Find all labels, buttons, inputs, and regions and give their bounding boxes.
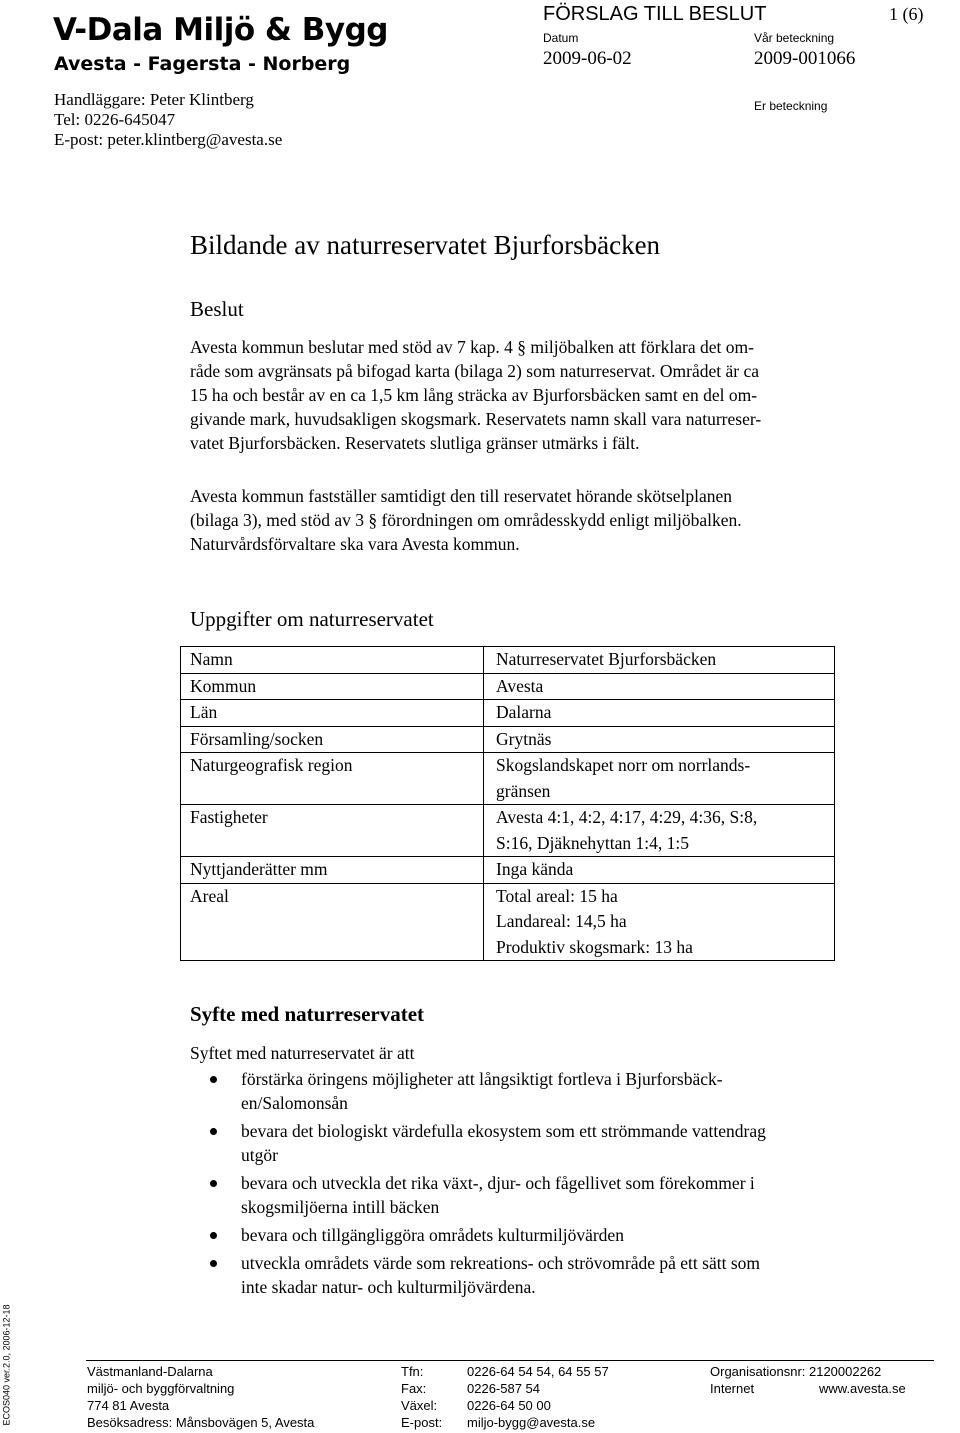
row-label: Kommun — [181, 673, 484, 700]
text-line: Avesta kommun fastställer samtidigt den till reservatet hörande skötselplanen — [190, 486, 733, 506]
row-value — [484, 883, 835, 961]
footer-email[interactable]: miljo-bygg@avesta.se — [467, 1415, 596, 1430]
handler-name: Handläggare: Peter Klintberg — [54, 90, 254, 109]
row-label: Namn — [181, 647, 484, 674]
row-label: Naturgeografisk region — [181, 753, 484, 805]
org-logo-title: V-Dala Miljö & Bygg — [53, 12, 388, 48]
bullet-icon — [210, 1076, 217, 1083]
value-line: Avesta 4:1, 4:2, 4:17, 4:29, 4:36, S:8, — [496, 807, 758, 827]
bullet-icon — [210, 1180, 217, 1187]
footer-orgnr: Organisationsnr: 2120002262 — [710, 1364, 882, 1379]
our-reference-label: Vår beteckning — [754, 31, 835, 45]
purpose-heading: Syfte med naturreservatet — [190, 1002, 425, 1026]
item-line: utgör — [241, 1145, 278, 1165]
list-item — [190, 1251, 766, 1299]
item-line: skogsmiljöerna intill bäcken — [241, 1197, 440, 1217]
value-line: S:16, Djäknehyttan 1:4, 1:5 — [496, 832, 689, 853]
footer-contact-labels — [401, 1363, 442, 1431]
purpose-intro: Syftet med naturreservatet är att — [190, 1043, 415, 1063]
value-line: Avesta — [496, 675, 544, 696]
footer-line: 0226-587 54 — [467, 1381, 541, 1396]
row-value — [484, 857, 835, 884]
list-item — [190, 1067, 766, 1115]
version-stamp: ECOS040 ver.2.0, 2006-12-18 — [1, 1304, 12, 1426]
decision-paragraph-2 — [190, 484, 910, 556]
table-row — [181, 805, 835, 857]
value-line: Landareal: 14,5 ha — [496, 911, 627, 931]
footer-line: miljö- och byggförvaltning — [87, 1381, 235, 1396]
footer-divider — [86, 1360, 934, 1361]
value-line: Naturreservatet Bjurforsbäcken — [496, 649, 717, 669]
row-label: Areal — [181, 883, 484, 961]
footer-line: Fax: — [401, 1381, 427, 1396]
document-type: FÖRSLAG TILL BESLUT — [543, 3, 767, 25]
our-reference-value: 2009-001066 — [754, 48, 856, 69]
row-value — [484, 753, 835, 805]
decision-heading: Beslut — [190, 297, 244, 321]
footer-line: Växel: — [401, 1398, 438, 1413]
table-row — [181, 700, 835, 727]
row-value — [484, 673, 835, 700]
text-line: 15 ha och består av en ca 1,5 km lång sträcka av Bjurforsbäcken samt en del om- — [190, 385, 758, 405]
value-line: gränsen — [496, 780, 551, 801]
handler-email[interactable]: E-post: peter.klintberg@avesta.se — [54, 130, 283, 149]
footer-line: Besöksadress: Månsbovägen 5, Avesta — [87, 1415, 315, 1430]
footer-line: Tfn: — [401, 1364, 424, 1379]
reserve-info-table — [180, 646, 835, 961]
date-value: 2009-06-02 — [543, 48, 632, 69]
text-line: vatet Bjurforsbäcken. Reservatets slutliga gränser utmärks i fält. — [190, 433, 640, 453]
bullet-icon — [210, 1232, 217, 1239]
text-line: råde som avgränsats på bifogad karta (bilaga 2) som naturreservat. Området är ca — [190, 361, 759, 381]
contact-block — [54, 90, 282, 150]
list-item — [190, 1223, 766, 1247]
row-label: Församling/socken — [181, 726, 484, 753]
item-line: en/Salomonsån — [241, 1093, 348, 1113]
value-line: Inga kända — [496, 859, 574, 879]
bullet-icon — [210, 1260, 217, 1267]
item-line: bevara det biologiskt värdefulla ekosystem som ett strömmande vattendrag — [241, 1121, 766, 1141]
table-row — [181, 857, 835, 884]
value-line: Skogslandskapet norr om norrlands- — [496, 755, 751, 775]
footer-contact-values — [467, 1363, 609, 1431]
text-line: Naturvårdsförvaltare ska vara Avesta kommun. — [190, 534, 520, 554]
text-line: Avesta kommun beslutar med stöd av 7 kap. 4 § miljöbalken att förklara det om- — [190, 337, 754, 357]
document-title: Bildande av naturreservatet Bjurforsbäcken — [190, 230, 661, 260]
item-line: inte skadar natur- och kulturmiljövärdena. — [241, 1277, 536, 1297]
bullet-icon — [210, 1128, 217, 1135]
footer-line: E-post: — [401, 1415, 443, 1430]
text-line: (bilaga 3), med stöd av 3 § förordningen om områdesskydd enligt miljöbalken. — [190, 510, 742, 530]
value-line: Grytnäs — [496, 728, 552, 749]
value-line: Produktiv skogsmark: 13 ha — [496, 936, 693, 957]
row-label: Län — [181, 700, 484, 727]
purpose-list — [190, 1067, 766, 1303]
row-value — [484, 647, 835, 674]
table-row — [181, 883, 835, 961]
list-item — [190, 1119, 766, 1167]
row-value — [484, 700, 835, 727]
item-line: förstärka öringens möjligheter att långsiktigt fortleva i Bjurforsbäck- — [241, 1069, 723, 1089]
row-value — [484, 805, 835, 857]
page-number: 1 (6) — [889, 4, 924, 24]
item-line: bevara och utveckla det rika växt-, djur- och fågellivet som förekommer i — [241, 1173, 755, 1193]
handler-phone: Tel: 0226-645047 — [54, 110, 176, 129]
footer-internet-label: Internet — [710, 1381, 755, 1396]
text-line: givande mark, huvudsakligen skogsmark. Reservatets namn skall vara naturreser- — [190, 409, 762, 429]
row-label: Nyttjanderätter mm — [181, 857, 484, 884]
date-label: Datum — [543, 31, 579, 45]
item-line: utveckla områdets värde som rekreations- och strövområde på ett sätt som — [241, 1253, 761, 1273]
footer-line: 774 81 Avesta — [87, 1398, 170, 1413]
your-reference-label: Er beteckning — [754, 99, 828, 113]
footer-line: 0226-64 54 54, 64 55 57 — [467, 1364, 609, 1379]
footer-address — [87, 1363, 314, 1431]
table-row — [181, 753, 835, 805]
row-value — [484, 726, 835, 753]
decision-paragraph-1 — [190, 335, 910, 455]
footer-line: Västmanland-Dalarna — [87, 1364, 213, 1379]
table-row — [181, 647, 835, 674]
footer-line: 0226-64 50 00 — [467, 1398, 551, 1413]
row-label: Fastigheter — [181, 805, 484, 857]
value-line: Total areal: 15 ha — [496, 885, 618, 906]
list-item — [190, 1171, 766, 1219]
reserve-info-heading: Uppgifter om naturreservatet — [190, 607, 434, 631]
value-line: Dalarna — [496, 702, 552, 722]
table-row — [181, 726, 835, 753]
footer-website-link[interactable]: www.avesta.se — [819, 1381, 906, 1396]
item-line: bevara och tillgängliggöra områdets kulturmiljövärden — [241, 1225, 624, 1245]
org-logo-subtitle: Avesta - Fagersta - Norberg — [54, 53, 351, 75]
table-row — [181, 673, 835, 700]
